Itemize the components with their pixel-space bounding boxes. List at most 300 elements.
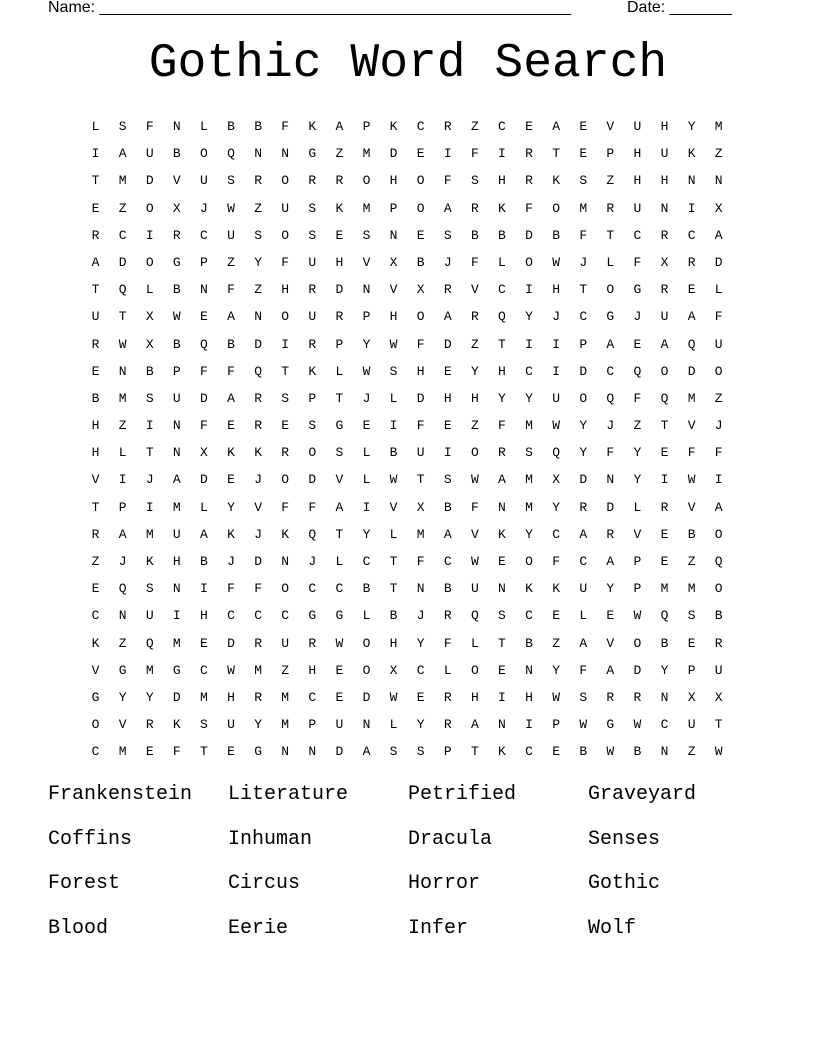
grid-letter: Q (200, 336, 208, 352)
grid-letter: Q (470, 608, 479, 624)
grid-letter: L (145, 282, 154, 298)
grid-letter: E (91, 200, 100, 216)
grid-letter: J (633, 309, 642, 325)
grid-letter: U (172, 526, 181, 542)
grid-letter: Q (254, 363, 263, 379)
grid-letter: R (714, 635, 723, 651)
grid-letter: I (145, 227, 154, 243)
grid-letter: Z (714, 146, 723, 162)
grid-letter: K (552, 581, 561, 597)
word-list-item: Literature (228, 783, 349, 806)
grid-letter: V (362, 254, 371, 270)
grid-letter: W (470, 554, 479, 569)
grid-letter: M (172, 499, 181, 515)
grid-letter: G (335, 418, 344, 434)
grid-letter: C (687, 227, 696, 243)
grid-letter: Y (362, 526, 371, 542)
grid-letter: M (525, 418, 533, 434)
grid-letter: O (145, 254, 154, 270)
grid-letter: J (145, 472, 154, 488)
grid-letter: V (389, 282, 398, 298)
word-list (48, 782, 768, 960)
grid-letter: R (443, 282, 452, 298)
grid-letter: O (552, 200, 561, 216)
grid-letter: O (416, 173, 425, 189)
grid-letter: C (200, 227, 208, 243)
grid-letter: S (200, 717, 208, 733)
grid-letter: D (362, 689, 371, 705)
grid-letter: Z (470, 418, 479, 434)
grid-letter: F (606, 445, 615, 461)
grid-letter: Z (470, 336, 479, 352)
grid-letter: N (118, 608, 127, 624)
grid-letter: E (335, 662, 344, 678)
grid-letter: N (172, 119, 181, 134)
grid-letter: B (200, 554, 208, 569)
grid-letter: V (687, 418, 696, 434)
grid-letter: Q (606, 390, 615, 406)
grid-letter: M (687, 390, 696, 406)
grid-letter: R (687, 254, 696, 270)
grid-letter: C (660, 717, 669, 733)
grid-letter: Y (118, 689, 127, 705)
grid-letter: X (172, 200, 181, 216)
grid-letter: R (254, 390, 263, 406)
grid-letter: U (633, 200, 642, 216)
grid-letter: P (389, 200, 398, 216)
grid-letter: R (579, 499, 588, 515)
grid-letter: L (200, 119, 208, 134)
grid-letter: W (118, 336, 127, 352)
grid-letter: D (579, 363, 588, 379)
grid-letter: E (416, 146, 425, 162)
grid-letter: S (145, 390, 154, 406)
grid-letter: Z (335, 146, 344, 162)
grid-letter: C (443, 554, 452, 569)
grid-letter: P (335, 336, 344, 352)
grid-letter: A (606, 662, 615, 678)
grid-letter: V (470, 282, 479, 298)
grid-letter: X (200, 445, 208, 461)
grid-letter: R (308, 173, 317, 189)
grid-letter: F (281, 254, 290, 270)
grid-letter: I (443, 445, 452, 461)
grid-letter: X (416, 282, 425, 298)
grid-letter: F (579, 227, 588, 243)
grid-letter: G (606, 309, 615, 325)
grid-letter: N (687, 173, 696, 189)
grid-letter: P (633, 554, 642, 569)
grid-letter: H (633, 173, 642, 189)
grid-letter: I (443, 146, 452, 162)
page-title: Gothic Word Search (148, 37, 668, 91)
grid-letter: Y (470, 363, 479, 379)
grid-letter: E (687, 635, 696, 651)
grid-letter: N (200, 282, 208, 298)
grid-letter: G (308, 146, 317, 162)
letter-grid (82, 113, 732, 766)
grid-letter: P (200, 254, 208, 270)
grid-letter: T (498, 336, 506, 352)
grid-letter: V (335, 472, 344, 488)
grid-letter: R (254, 418, 263, 434)
grid-letter: S (687, 608, 696, 624)
grid-letter: N (416, 581, 425, 597)
grid-letter: A (714, 227, 723, 243)
grid-letter: F (416, 554, 425, 569)
grid-letter: S (443, 472, 452, 488)
grid-letter: K (552, 173, 561, 189)
grid-letter: N (606, 472, 615, 488)
grid-letter: O (308, 445, 317, 461)
grid-letter: I (552, 363, 561, 379)
grid-letter: T (579, 282, 588, 298)
grid-letter: A (470, 717, 479, 733)
grid-letter: R (335, 173, 344, 189)
grid-letter: D (525, 227, 533, 243)
grid-letter: L (389, 717, 398, 733)
grid-letter: U (308, 309, 317, 325)
grid-letter: N (362, 717, 371, 733)
grid-letter: K (687, 146, 696, 162)
grid-letter: G (172, 254, 181, 270)
grid-letter: F (200, 418, 208, 434)
grid-letter: J (254, 472, 263, 488)
grid-letter: A (606, 336, 615, 352)
grid-letter: C (308, 581, 317, 597)
date-field-label: Date: _______ (627, 0, 732, 16)
grid-letter: D (254, 554, 263, 569)
grid-letter: J (308, 554, 317, 569)
grid-letter: U (552, 390, 561, 406)
grid-letter: L (443, 662, 452, 678)
grid-letter: V (91, 472, 100, 488)
grid-letter: E (633, 336, 642, 352)
grid-letter: F (308, 499, 317, 515)
grid-letter: M (525, 472, 533, 488)
grid-letter: I (525, 336, 533, 352)
grid-letter: H (552, 282, 561, 298)
grid-letter: C (525, 744, 533, 760)
grid-letter: F (443, 173, 452, 189)
grid-letter: V (389, 499, 398, 515)
grid-letter: Q (660, 608, 669, 624)
grid-letter: L (200, 499, 208, 515)
grid-letter: Y (552, 662, 561, 678)
grid-letter: N (172, 418, 181, 434)
grid-letter: U (91, 309, 100, 325)
grid-letter: M (145, 662, 154, 678)
grid-letter: G (118, 662, 127, 678)
grid-letter: I (498, 146, 506, 162)
grid-letter: S (308, 418, 317, 434)
grid-letter: P (579, 336, 588, 352)
grid-letter: M (172, 635, 181, 651)
grid-letter: V (687, 499, 696, 515)
grid-letter: W (389, 336, 398, 352)
grid-letter: W (606, 744, 615, 760)
grid-letter: Q (308, 526, 317, 542)
grid-letter: F (281, 499, 290, 515)
grid-letter: O (714, 363, 723, 379)
word-list-item: Frankenstein (48, 783, 193, 806)
grid-letter: V (606, 119, 615, 134)
grid-letter: K (308, 119, 317, 134)
grid-letter: T (335, 390, 344, 406)
grid-letter: W (552, 689, 561, 705)
grid-letter: R (308, 336, 317, 352)
grid-letter: U (416, 445, 425, 461)
grid-letter: E (227, 744, 235, 760)
grid-letter: O (633, 635, 642, 651)
grid-letter: S (145, 581, 154, 597)
grid-letter: D (200, 390, 208, 406)
grid-letter: T (552, 146, 561, 162)
grid-letter: C (335, 581, 344, 597)
grid-letter: Y (606, 581, 615, 597)
grid-letter: F (552, 554, 561, 569)
grid-letter: Y (525, 309, 533, 325)
grid-letter: A (443, 309, 452, 325)
grid-letter: F (714, 445, 723, 461)
grid-letter: N (660, 689, 669, 705)
grid-letter: H (498, 363, 506, 379)
grid-letter: N (281, 744, 290, 760)
grid-letter: E (200, 309, 208, 325)
grid-letter: Y (633, 472, 642, 488)
grid-letter: K (389, 119, 398, 134)
grid-letter: X (145, 336, 154, 352)
grid-letter: O (714, 526, 723, 542)
grid-letter: I (91, 146, 100, 162)
grid-letter: E (335, 227, 344, 243)
grid-letter: M (362, 146, 371, 162)
grid-letter: R (172, 227, 181, 243)
grid-letter: Q (633, 363, 642, 379)
grid-letter: E (660, 445, 669, 461)
grid-letter: R (281, 445, 290, 461)
grid-letter: B (416, 254, 425, 270)
grid-letter: I (498, 689, 506, 705)
grid-letter: W (552, 418, 561, 434)
grid-letter: E (416, 689, 425, 705)
word-list-item: Graveyard (588, 783, 697, 806)
grid-letter: Q (118, 581, 127, 597)
grid-letter: T (606, 227, 615, 243)
grid-letter: U (470, 581, 479, 597)
grid-letter: H (389, 309, 398, 325)
grid-letter: H (470, 390, 479, 406)
grid-letter: B (389, 445, 398, 461)
grid-letter: C (200, 662, 208, 678)
grid-letter: A (335, 119, 344, 134)
grid-letter: D (227, 635, 235, 651)
grid-letter: J (254, 526, 263, 542)
grid-letter: M (118, 390, 127, 406)
grid-letter: R (525, 173, 533, 189)
grid-letter: K (525, 581, 533, 597)
grid-letter: O (362, 635, 371, 651)
grid-letter: B (443, 581, 452, 597)
grid-letter: R (525, 146, 533, 162)
grid-letter: Q (714, 554, 723, 569)
grid-letter: T (714, 717, 723, 733)
grid-letter: L (389, 526, 398, 542)
grid-letter: B (172, 282, 181, 298)
grid-letter: R (443, 689, 452, 705)
grid-letter: L (389, 390, 398, 406)
grid-letter: V (633, 526, 642, 542)
grid-letter: E (145, 744, 154, 760)
grid-letter: K (91, 635, 100, 651)
grid-letter: E (416, 227, 425, 243)
grid-letter: I (145, 499, 154, 515)
grid-letter: S (308, 227, 317, 243)
grid-letter: L (362, 608, 371, 624)
word-list-item: Blood (48, 916, 109, 940)
grid-letter: C (416, 119, 425, 134)
grid-letter: O (281, 581, 290, 597)
grid-letter: Y (362, 336, 371, 352)
grid-letter: F (498, 418, 506, 434)
grid-letter: R (498, 445, 506, 461)
grid-letter: F (525, 200, 533, 216)
grid-letter: Z (118, 418, 127, 434)
grid-letter: V (606, 635, 615, 651)
grid-letter: T (281, 363, 290, 379)
grid-letter: N (362, 282, 371, 298)
grid-letter: I (145, 418, 154, 434)
word-list-item: Infer (408, 916, 469, 940)
grid-letter: F (227, 581, 235, 597)
grid-letter: Y (525, 526, 533, 542)
grid-letter: K (498, 200, 506, 216)
grid-letter: R (254, 635, 263, 651)
grid-letter: L (714, 282, 723, 298)
grid-letter: T (470, 744, 479, 760)
grid-letter: U (660, 146, 669, 162)
grid-letter: B (660, 635, 669, 651)
grid-letter: C (416, 662, 425, 678)
grid-letter: P (606, 146, 615, 162)
grid-letter: Q (687, 336, 696, 352)
grid-letter: U (579, 581, 588, 597)
grid-letter: C (525, 363, 533, 379)
grid-letter: X (389, 254, 398, 270)
word-list-item: Coffins (48, 827, 133, 851)
grid-letter: L (362, 472, 371, 488)
grid-letter: H (335, 254, 344, 270)
grid-letter: M (579, 200, 588, 216)
grid-letter: S (443, 227, 452, 243)
grid-letter: M (660, 581, 669, 597)
grid-letter: R (443, 717, 452, 733)
grid-letter: E (660, 526, 669, 542)
grid-letter: B (714, 608, 723, 624)
grid-letter: P (687, 662, 696, 678)
grid-letter: B (362, 581, 371, 597)
word-list-item: Inhuman (228, 827, 313, 851)
grid-letter: Y (254, 254, 263, 270)
grid-letter: U (145, 608, 154, 624)
grid-letter: R (335, 309, 344, 325)
grid-letter: Z (281, 662, 290, 678)
grid-letter: Y (227, 499, 235, 515)
grid-letter: K (281, 526, 290, 542)
grid-letter: Z (552, 635, 561, 651)
grid-letter: S (227, 173, 235, 189)
grid-letter: E (91, 581, 100, 597)
grid-letter: W (335, 635, 344, 651)
grid-letter: E (443, 418, 452, 434)
grid-letter: G (633, 282, 642, 298)
grid-letter: U (335, 717, 344, 733)
grid-letter: G (308, 608, 317, 624)
grid-letter: K (227, 445, 235, 461)
grid-letter: F (443, 635, 452, 651)
grid-letter: Y (145, 689, 154, 705)
grid-letter: R (606, 200, 615, 216)
grid-letter: U (714, 336, 723, 352)
grid-letter: H (633, 146, 642, 162)
grid-letter: U (633, 119, 642, 134)
grid-letter: S (389, 363, 398, 379)
grid-letter: O (281, 472, 290, 488)
grid-letter: R (470, 200, 479, 216)
grid-letter: V (470, 526, 479, 542)
grid-letter: C (552, 526, 561, 542)
grid-letter: B (498, 227, 506, 243)
grid-letter: E (687, 282, 696, 298)
grid-letter: P (118, 499, 127, 515)
grid-letter: O (579, 390, 588, 406)
grid-letter: W (389, 472, 398, 488)
grid-letter: E (91, 363, 100, 379)
word-list-item: Wolf (588, 916, 637, 940)
grid-letter: T (91, 499, 100, 515)
grid-letter: C (498, 119, 506, 134)
grid-letter: H (660, 119, 669, 134)
grid-letter: D (200, 472, 208, 488)
grid-letter: N (254, 146, 263, 162)
grid-letter: B (172, 146, 181, 162)
grid-letter: A (714, 499, 723, 515)
grid-letter: C (362, 554, 371, 569)
grid-letter: O (714, 581, 723, 597)
word-list-item: Gothic (588, 872, 661, 895)
grid-letter: O (660, 363, 669, 379)
grid-letter: I (525, 717, 533, 733)
grid-letter: M (362, 200, 371, 216)
grid-letter: D (633, 662, 642, 678)
grid-letter: L (335, 363, 344, 379)
grid-letter: N (389, 227, 398, 243)
grid-letter: Z (687, 744, 696, 760)
grid-letter: E (227, 472, 235, 488)
grid-letter: U (281, 635, 290, 651)
grid-letter: E (525, 119, 533, 134)
grid-letter: S (254, 227, 263, 243)
grid-letter: R (91, 526, 100, 542)
grid-letter: V (172, 173, 181, 189)
grid-letter: J (200, 200, 208, 216)
grid-letter: Z (118, 635, 127, 651)
grid-letter: Z (254, 282, 263, 298)
grid-letter: O (362, 662, 371, 678)
grid-letter: S (579, 689, 588, 705)
grid-letter: F (470, 254, 479, 270)
grid-letter: D (335, 282, 344, 298)
